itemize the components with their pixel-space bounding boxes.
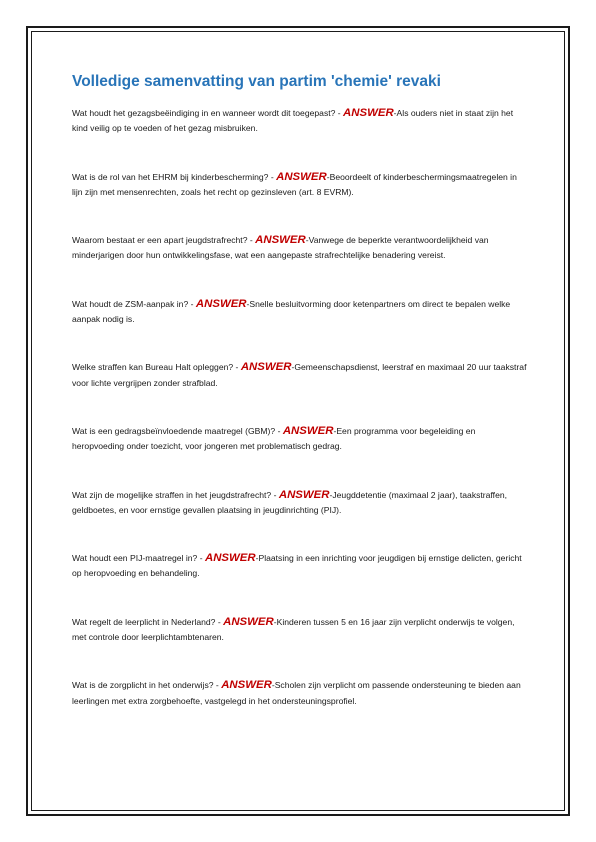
question-text: Wat is de rol van het EHRM bij kinderbescherming? [72, 171, 269, 182]
answer-label: ANSWER [282, 424, 334, 437]
answer-label: ANSWER [195, 297, 247, 310]
question-separator: - [271, 489, 279, 500]
question-separator: - [275, 425, 283, 436]
answer-prefix: - [305, 235, 309, 246]
answer-prefix: - [273, 616, 277, 627]
question-text: Wat is een gedragsbeïnvloedende maatregel (GBM)? [72, 425, 276, 436]
qa-item [72, 678, 528, 709]
qa-item [72, 551, 528, 582]
qa-item [72, 233, 528, 264]
answer-prefix: - [246, 298, 250, 309]
qa-item [72, 360, 528, 391]
question-text: Wat regelt de leerplicht in Nederland? [72, 616, 216, 627]
answer-prefix: - [393, 108, 397, 118]
question-separator: - [247, 235, 256, 246]
answer-text: Gemeenschapsdienst, leerstraf en maximaal 20 uur taakstraf voor lichte vergrijpen zonder strafblad. [72, 362, 527, 388]
answer-label: ANSWER [223, 615, 274, 628]
answer-text: Snelle besluitvorming door ketenpartners om direct te bepalen welke aanpak nodig is. [72, 298, 511, 325]
qa-item [72, 297, 528, 328]
question-text: Welke straffen kan Bureau Halt opleggen? [72, 362, 234, 373]
answer-text: Als ouders niet in staat zijn het kind veilig op te voeden of het gezag misbruiken. [72, 108, 514, 134]
question-separator: - [213, 680, 222, 691]
question-separator: - [268, 171, 277, 182]
qa-item [72, 424, 528, 455]
qa-item [72, 615, 528, 646]
question-text: Waarom bestaat er een apart jeugdstrafrecht? [72, 235, 248, 246]
answer-label: ANSWER [240, 361, 292, 374]
answer-text: Vanwege de beperkte verantwoordelijkheid van minderjarigen door hun ontwikkelingsfase, wat een aangepaste strafrechtelijke benadering vereist. [72, 235, 489, 261]
question-text: Wat houdt de ZSM-aanpak in? [72, 298, 189, 309]
qa-list [72, 106, 528, 709]
answer-text: Jeugddetentie (maximaal 2 jaar), taakstraffen, geldboetes, en voor ernstige gevallen plaatsing in jeugdinrichting (PIJ). [72, 489, 508, 515]
answer-prefix: - [271, 680, 275, 691]
document-title: Volledige samenvatting van partim 'chemie' revaki [72, 73, 441, 90]
qa-item [72, 170, 528, 201]
question-separator: - [188, 298, 196, 309]
answer-label: ANSWER [343, 107, 394, 119]
question-separator: - [197, 553, 205, 564]
answer-text: Kinderen tussen 5 en 16 jaar zijn verplicht onderwijs te volgen, met controle door leerplichtambtenaren. [72, 616, 515, 643]
answer-prefix: - [326, 171, 330, 182]
question-separator: - [233, 362, 241, 373]
answer-prefix: - [333, 425, 337, 436]
answer-label: ANSWER [255, 234, 306, 247]
answer-text: Plaatsing in een inrichting voor jeugdigen bij ernstige delicten, gericht op heropvoeding en behandeling. [72, 553, 522, 579]
answer-text: Scholen zijn verplicht om passende ondersteuning te bieden aan leerlingen met extra zorgbehoefte, vastgelegd in het ondersteuningsprofiel. [72, 680, 521, 706]
answer-prefix: - [291, 362, 295, 373]
question-text: Wat is de zorgplicht in het onderwijs? [72, 680, 214, 691]
answer-text: Een programma voor begeleiding en heropvoeding onder toezicht, voor jongeren met problematisch gedrag. [72, 425, 476, 452]
answer-prefix: - [329, 489, 333, 500]
answer-label: ANSWER [276, 170, 327, 183]
answer-label: ANSWER [221, 679, 272, 692]
question-text: Wat zijn de mogelijke straffen in het jeugdstrafrecht? [72, 489, 272, 500]
answer-label: ANSWER [278, 488, 330, 501]
answer-prefix: - [255, 553, 259, 564]
answer-text: Beoordeelt of kinderbeschermingsmaatregelen in lijn zijn met mensenrechten, zoals het recht op gezinsleven (art. 8 EVRM). [72, 171, 517, 197]
question-text: Wat houdt een PIJ-maatregel in? [72, 553, 198, 564]
qa-item [72, 488, 528, 519]
document-content [72, 72, 528, 709]
qa-item [72, 106, 528, 137]
answer-label: ANSWER [204, 552, 256, 565]
question-text: Wat houdt het gezagsbeëindiging in en wanneer wordt dit toegepast? [72, 108, 336, 118]
question-separator: - [335, 108, 344, 118]
question-separator: - [215, 616, 224, 627]
